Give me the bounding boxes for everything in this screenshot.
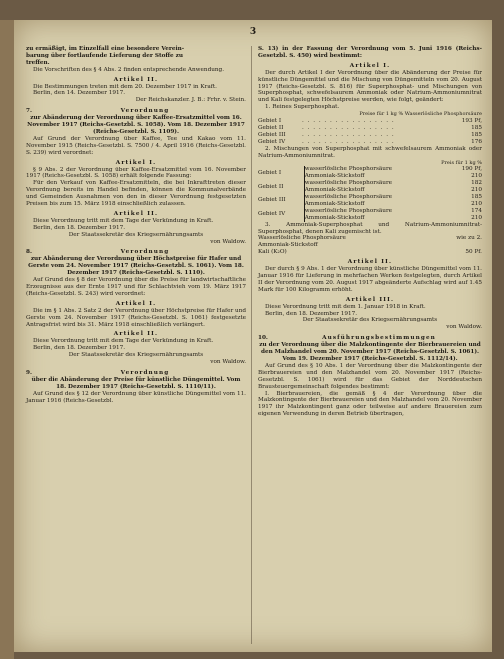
price-value: 190 Pf, — [461, 166, 482, 173]
section-number: 7. — [26, 108, 32, 115]
table-row — [258, 180, 482, 187]
table-row — [258, 208, 482, 215]
price-value: 210 — [471, 214, 482, 221]
signature-name: Der Reichskanzler. J. B.: Frhr. v. Stein. — [135, 97, 246, 104]
article-heading: Artikel II. — [347, 259, 393, 266]
component-label: Ammoniak-Stickstoff — [304, 173, 449, 180]
region-label: Gebiet II — [258, 183, 284, 190]
signature-office: Der Staatssekretär des Kriegsernährungsamts — [68, 231, 204, 238]
signature-name: von Waldow. — [210, 359, 246, 366]
region-label: Gebiet II — [258, 124, 284, 131]
component-label: Kali (K₂O) — [258, 249, 287, 256]
section-title: Ausführungsbestimmungen — [322, 335, 436, 342]
article-heading: Artikel II. — [113, 76, 159, 83]
table-row — [258, 166, 482, 173]
price-value: 182 — [471, 180, 482, 187]
intro-line: treffen. — [26, 59, 50, 66]
signature-name: von Waldow. — [446, 324, 482, 331]
component-label: Ammoniak-Stickstoff — [304, 187, 449, 194]
section-title: Verordnung — [120, 249, 170, 256]
article-text: Diese Verordnung tritt mit dem 1. Januar 1918 in Kraft. — [265, 303, 426, 310]
component-label: Ammoniak-Stickstoff — [258, 242, 318, 249]
right-column — [258, 46, 482, 418]
intro-line: barung über fortlaufende Lieferung der Stoffe zu — [26, 52, 184, 59]
mix-price-table — [258, 166, 482, 221]
article-text: Der durch Artikel I der Verordnung über die Abänderung der Preise für künstliche Düngemittel und die Mischung von Düngemitteln vom 20. August 1917 (Reichs-Gesetzbl. S. 816) für Superphosphat- und Mischungen von Superphosphat, schwefelsaurem Ammoniak oder Natrium-Ammoniumnitrat und Kali festgelegten Höchstpreise werden, wie folgt, geändert: — [258, 69, 482, 104]
article-text: Die im § 1 Abs. 2 Satz 2 der Verordnung über Höchstpreise für Hafer und Gerste vom 24. November 1917 (Reichs-Gesetzbl. S. 1061) festgesetzte Antragsfrist wird bis 31. März 1918 einschließlich verlängert. — [26, 307, 246, 328]
component-label: wasserlösliche Phosphorsäure — [304, 166, 449, 173]
component-label: wasserlösliche Phosphorsäure — [304, 180, 449, 187]
signature-place: Berlin, den 14. Dezember 1917. — [33, 90, 126, 97]
price-value: 185 — [471, 194, 482, 201]
article-text: Die Bestimmungen treten mit dem 20. Dezember 1917 in Kraft. — [33, 83, 217, 90]
section-title: Verordnung — [120, 369, 170, 376]
signature-office: Der Staatssekretär des Kriegsernährungsamts — [68, 352, 204, 359]
page-edge — [0, 20, 14, 659]
section-paragraph: I. Bierbrauereien, die gemäß § 4 der Verordnung über die Malzkontingente der Bierbrauereien und den Malzhandel vom 20. November 1917 ihr Malzkontingent ganz oder teilweise auf andere Brauereien zum eigenen Verwendung in deren Betrieb übertragen, — [258, 390, 482, 418]
left-column — [26, 46, 246, 405]
table-row: Gebiet I . . . . . . . . . . . . . . . . . 193 Pf, — [258, 118, 482, 125]
kali-price-table — [258, 235, 482, 256]
table-row: Gebiet II . . . . . . . . . . . . . . . . . 185 — [258, 124, 482, 131]
item-heading: 3. Ammoniak-Superphosphat und Natrium-Ammoniumnitrat-Superphosphat, denen Kali zugemischt ist. — [258, 221, 482, 235]
signature-office: Der Staatssekretär des Kriegsernährungsamts — [302, 317, 438, 324]
section-subtitle: über die Abänderung der Preise für künstliche Düngemittel. Vom 18. Dezember 1917 (Reichs-Gesetzbl. S. 1110/11). — [31, 376, 241, 390]
gebiet-price-table — [258, 118, 482, 146]
component-label: wasserlösliche Phosphorsäure — [304, 208, 449, 215]
price-value: 185 — [471, 124, 482, 131]
region-label: Gebiet IV — [258, 211, 286, 218]
section-subtitle: zur Abänderung der Verordnung über Kaffee-Ersatzmittel vom 16. November 1917 (Reichs-Gesetzbl. S. 1058). Vom 18. Dezember 1917 (Reichs-Gesetzbl. S. 1109). — [27, 115, 245, 135]
article-heading: Artikel III. — [345, 296, 395, 303]
intro-paragraph: Die Vorschriften des § 4 Abs. 2 finden entsprechende Anwendung. — [33, 66, 224, 73]
continuation-text: S. 13) in der Fassung der Verordnung vom 5. Juni 1916 (Reichs-Gesetzbl. S. 450) wird bestimmt: — [258, 46, 482, 59]
price-value: 210 — [471, 187, 482, 194]
article-heading: Artikel I. — [115, 300, 157, 307]
article-heading: Artikel I. — [115, 159, 157, 166]
section-preamble: Auf Grund des § 12 der Verordnung über künstliche Düngemittel vom 11. Januar 1916 (Reichs-Gesetzbl. — [26, 390, 246, 404]
article-text: Diese Verordnung tritt mit dem Tage der Verkündung in Kraft. — [33, 217, 214, 224]
item-heading: 1. Reines Superphosphat. — [265, 104, 340, 111]
component-label: wasserlösliche Phosphorsäure — [304, 194, 449, 201]
price-value: 210 — [471, 173, 482, 180]
signature-place: Berlin, den 18. Dezember 1917. — [33, 224, 126, 231]
article-text: Der durch § 9 Abs. 1 der Verordnung über künstliche Düngemittel vom 11. Januar 1916 für Lieferung in mehrfachen Werken festgelegten, durch Artikel II der Verordnung vom 20. August 1917 abgeänderte Aufschlag wird auf 1.45 Mark für 100 Kilogramm erhöht. — [258, 266, 482, 293]
intro-line: zu ermäßigt, im Einzelfall eine besondere Verein- — [26, 46, 185, 52]
price-value: 174 — [471, 207, 482, 214]
component-label: Wasserlösliche Phosphorsäure — [258, 235, 346, 242]
price-value: 193 Pf, — [461, 118, 482, 125]
price-value: 176 — [471, 138, 482, 145]
table-row: Gebiet III . . . . . . . . . . . . . . . . . 185 — [258, 131, 482, 138]
component-label: Ammoniak-Stickstoff — [304, 215, 449, 222]
region-label: Gebiet IV — [258, 138, 286, 145]
price-value — [431, 242, 482, 249]
section-preamble: Auf Grund der Verordnung über Kaffee, Tee und Kakao vom 11. November 1915 (Reichs-Gesetzbl. S. 7500 / 4. April 1916 (Reichs-Gesetzbl. S. 239) wird verordnet: — [26, 135, 246, 156]
article-heading: Artikel II. — [113, 210, 159, 217]
table-row — [258, 194, 482, 201]
region-label: Gebiet III — [258, 131, 286, 138]
table-row — [258, 235, 482, 242]
price-header: Preise für 1 kg % Wasserlösliche Phosphorsäure — [359, 111, 482, 118]
price-value: 185 — [471, 131, 482, 138]
section-subtitle: zu der Verordnung über die Malzkontingente der Bierbrauereien und den Malzhandel vom 20. November 1917 (Reichs-Gesetzbl. S. 1061). Vom 19. Dezember 1917 (Reichs-Gesetzbl. S. 1112/14). — [259, 342, 481, 362]
article-text: § 9 Abs. 2 der Verordnung über Kaffee-Ersatzmittel vom 16. November 1917 (Reichs-Gesetzbl. S. 1058) erhält folgende Fassung: — [26, 166, 246, 180]
signature-place: Berlin, den 18. Dezember 1917. — [265, 310, 358, 317]
price-value: 210 — [471, 200, 482, 207]
section-number: 8. — [26, 249, 32, 256]
price-value: 50 Pf. — [465, 249, 482, 256]
article-quote: Für den Verkauf von Kaffee-Ersatzmitteln, die bei Inkrafttreten dieser Verordnung bereits im Handel befinden, können die Kommunalverbände und Gemeinden Ausnahmen von den in dieser Verordnung festgesetzten Preisen bis zum 15. März 1918 einschließlich zulassen. — [26, 180, 246, 208]
article-heading: Artikel I. — [349, 62, 391, 69]
document-page — [14, 20, 492, 652]
signature-name: von Waldow. — [210, 238, 246, 245]
section-title: Verordnung — [120, 108, 170, 115]
price-header: Preis für 1 kg % — [441, 159, 482, 166]
section-preamble: Auf Grund des § 10 Abs. 1 der Verordnung über die Malzkontingente der Bierbrauereien und den Malzhandel vom 20. November 1917 (Reichs-Gesetzbl. S. 1061) wird für das Gebiet der Norddeutschen Brausteuergemeinschaft folgendes bestimmt: — [258, 362, 482, 390]
price-value: wie zu 2. — [456, 235, 482, 242]
table-row — [258, 242, 482, 249]
section-preamble: Auf Grund des § 8 der Verordnung über die Preise für landwirtschaftliche Erzeugnisse aus der Ernte 1917 und für Schlachtvieh vom 19. März 1917 (Reichs-Gesetzbl. S. 243) wird verordnet: — [26, 277, 246, 297]
article-text: Diese Verordnung tritt mit dem Tage der Verkündung in Kraft. — [33, 338, 214, 345]
region-label: Gebiet III — [258, 197, 286, 204]
signature-place: Berlin, den 18. Dezember 1917. — [33, 345, 126, 352]
section-header — [26, 370, 246, 377]
section-subtitle: zur Abänderung der Verordnung über Höchstpreise für Hafer und Gerste vom 24. November 1917 (Reichs-Gesetzbl. S. 1061). Vom 18. Dezember 1917 (Reichs-Gesetzbl. S. 1110). — [28, 256, 244, 277]
component-label: Ammoniak-Stickstoff — [304, 201, 449, 208]
table-row: Gebiet IV . . . . . . . . . . . . . . . . . 176 — [258, 138, 482, 145]
section-number: 10. — [258, 335, 268, 342]
region-label: Gebiet I — [258, 118, 282, 125]
column-divider — [251, 46, 252, 644]
item-heading: 2. Mischungen von Superphosphat mit schwefelsaurem Ammoniak oder Natrium-Ammoniumnitrat. — [258, 145, 482, 159]
region-label: Gebiet I — [258, 169, 282, 176]
section-number: 9. — [26, 369, 32, 376]
table-row — [258, 249, 482, 256]
page-number: 3 — [249, 27, 257, 37]
article-heading: Artikel II. — [113, 331, 159, 338]
